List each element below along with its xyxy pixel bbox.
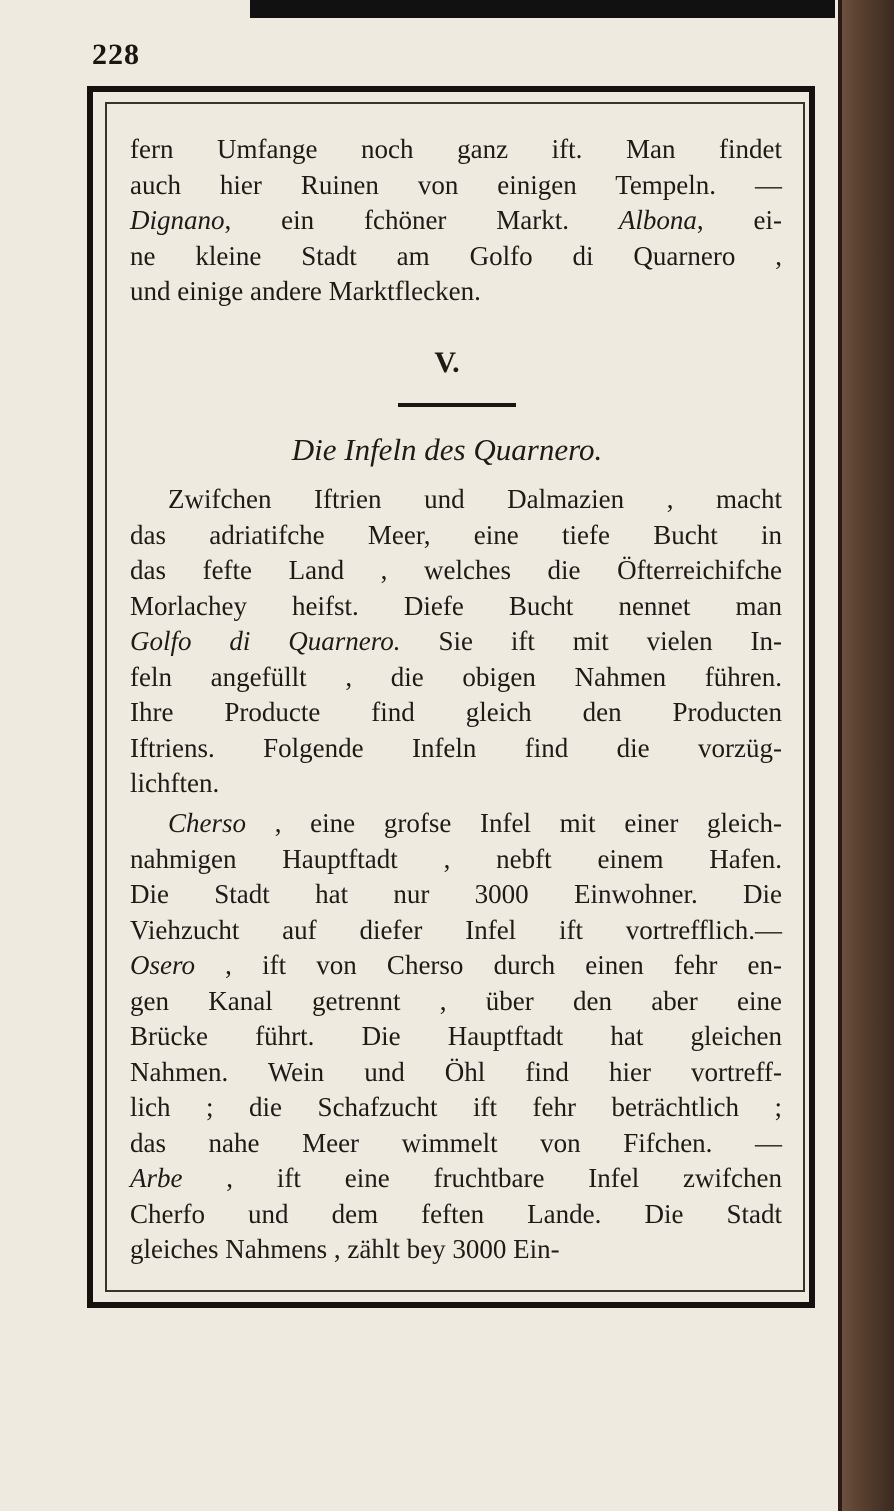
text-line: Viehzucht auf diefer Infel ift vortrefflich.— <box>130 914 782 945</box>
section-divider <box>398 403 516 407</box>
text-line: Osero , ift von Cherso durch einen fehr en- <box>130 950 782 980</box>
section-title: Die Infeln des Quarnero. <box>291 432 603 467</box>
text-line: Arbe , ift eine fruchtbare Infel zwifchen <box>130 1163 782 1193</box>
text-line: Zwifchen Iftrien und Dalmazien , macht <box>168 484 782 514</box>
text-line: Iftriens. Folgende Infeln find die vorzüg- <box>130 732 782 763</box>
paragraph-islands <box>130 482 782 802</box>
text-line: Morlachey heifst. Diefe Bucht nennet man <box>130 590 782 621</box>
text-line: und einige andere Marktflecken. <box>130 276 481 306</box>
section-number: V. <box>434 346 460 379</box>
text-line: Cherfo und dem feften Lande. Die Stadt <box>130 1198 782 1229</box>
text-line: das fefte Land , welches die Öfterreichifche <box>130 555 782 585</box>
text-line: Cherso , eine grofse Infel mit einer gleich- <box>168 808 782 838</box>
text-line: lich ; die Schafzucht ift fehr beträchtlich ; <box>130 1092 782 1122</box>
book-spine-edge <box>838 0 894 1511</box>
text-line: gleiches Nahmens , zählt bey 3000 Ein- <box>130 1234 560 1264</box>
paragraph-cherso <box>130 806 782 1268</box>
text-line: Brücke führt. Die Hauptftadt hat gleichen <box>130 1021 782 1051</box>
text-line: Nahmen. Wein und Öhl find hier vortreff- <box>130 1056 782 1087</box>
text-line: ne kleine Stadt am Golfo di Quarnero , <box>130 240 782 271</box>
top-paragraph <box>130 132 782 310</box>
text-line: das nahe Meer wimmelt von Fifchen. — <box>130 1127 782 1158</box>
text-line: feln angefüllt , die obigen Nahmen führen. <box>130 661 782 692</box>
text-line: lichften. <box>130 768 220 798</box>
text-line: gen Kanal getrennt , über den aber eine <box>130 985 782 1016</box>
text-line: auch hier Ruinen von einigen Tempeln. — <box>130 169 782 200</box>
text-line: Die Stadt hat nur 3000 Einwohner. Die <box>130 879 782 909</box>
scan-top-edge <box>250 0 835 18</box>
text-line: Ihre Producte find gleich den Producten <box>130 697 782 727</box>
page-number: 228 <box>92 38 140 71</box>
text-line: das adriatifche Meer, eine tiefe Bucht in <box>130 519 782 550</box>
text-line: nahmigen Hauptftadt , nebft einem Hafen. <box>130 843 782 874</box>
text-line: Golfo di Quarnero. Sie ift mit vielen In- <box>130 626 783 656</box>
text-line: Dignano, ein fchöner Markt. Albona, ei- <box>130 205 783 235</box>
text-line: fern Umfange noch ganz ift. Man findet <box>130 134 782 164</box>
